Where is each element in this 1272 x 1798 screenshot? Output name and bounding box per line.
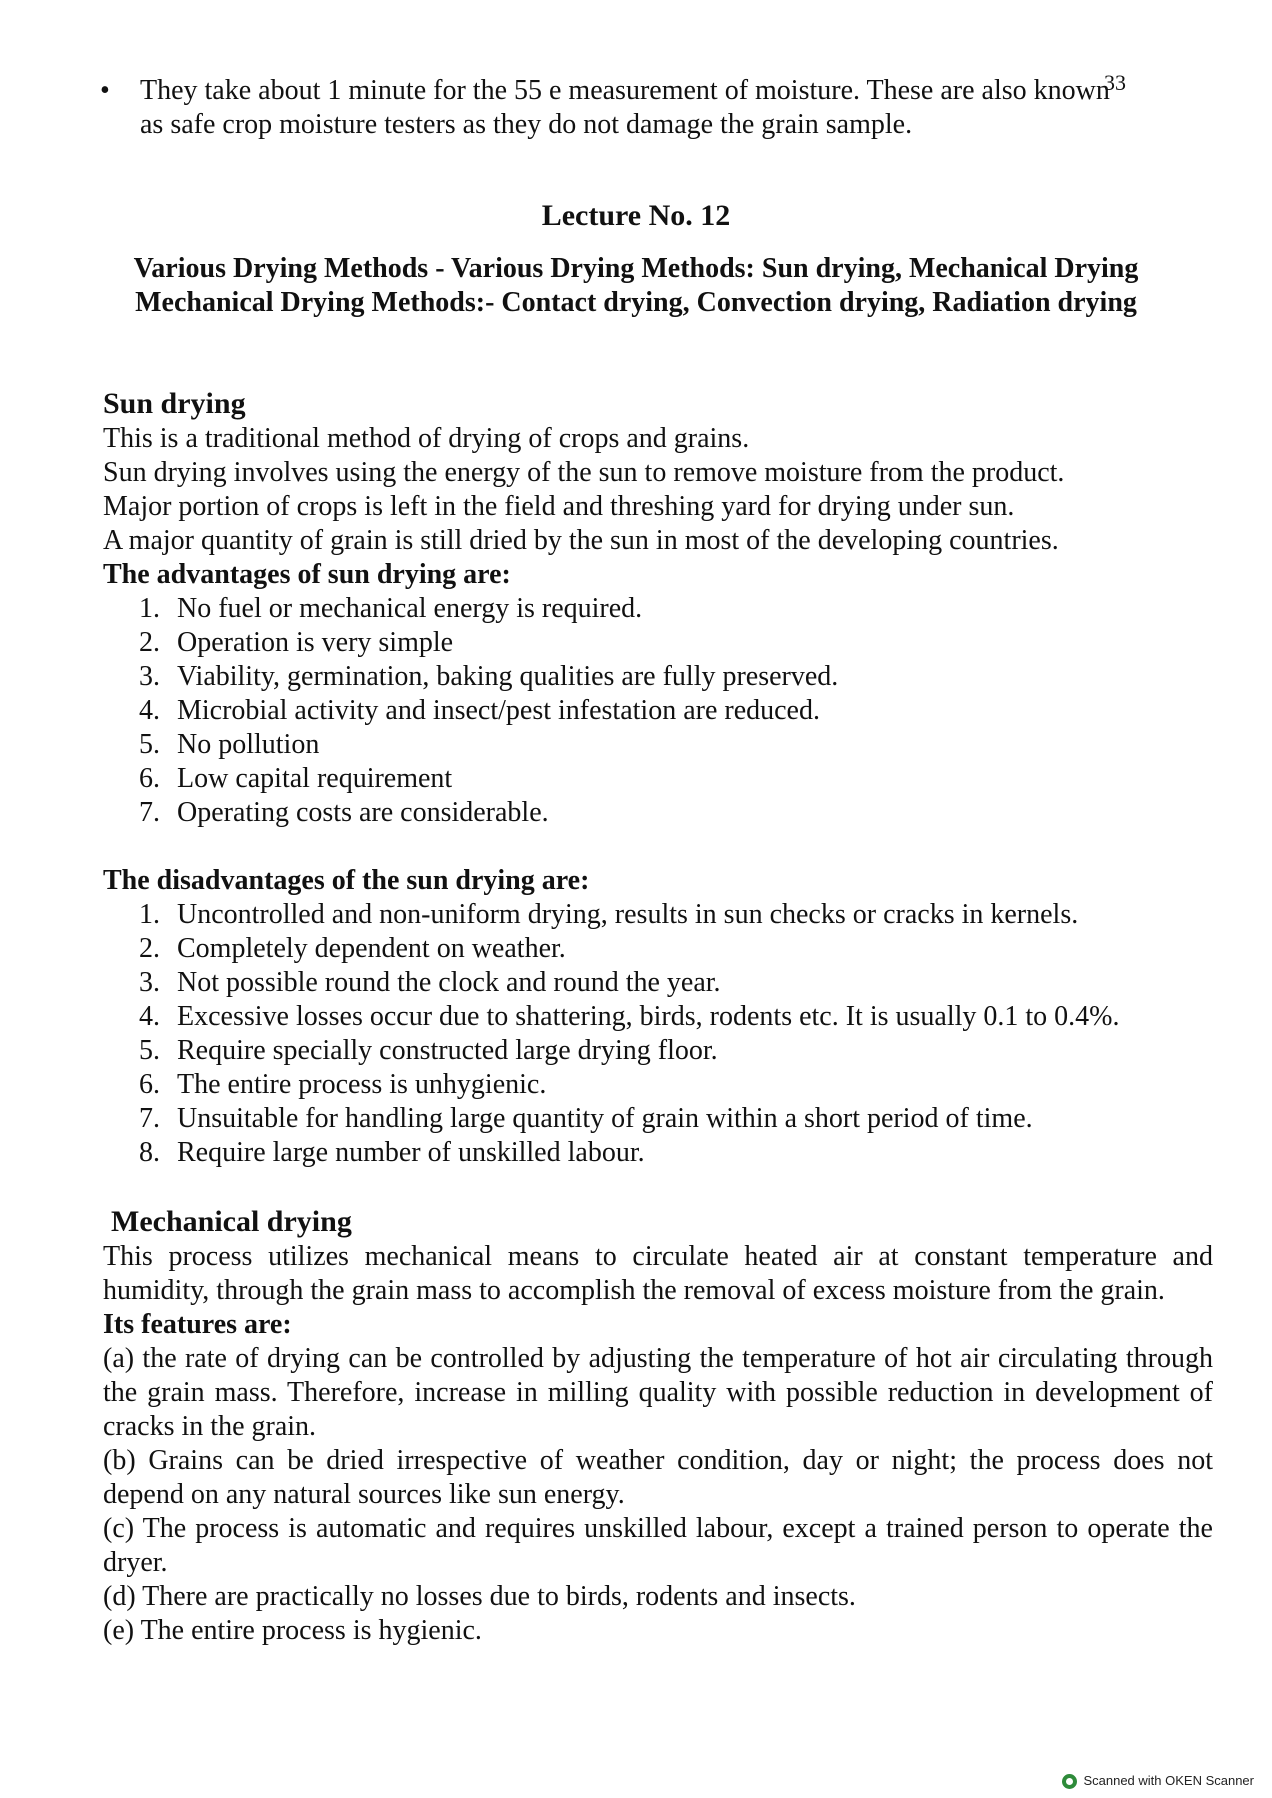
list-item xyxy=(103,966,1213,1000)
item-number: 2. xyxy=(139,933,160,964)
list-item xyxy=(100,70,1180,142)
item-text: Operating costs are considerable. xyxy=(177,797,549,828)
disadvantages-list xyxy=(103,898,1213,1170)
item-number: 8. xyxy=(139,1137,160,1168)
list-item xyxy=(103,1000,1213,1034)
subtitle-line-2: Mechanical Drying Methods:- Contact drying, Convection drying, Radiation drying xyxy=(135,287,1137,318)
feature-item: (e) The entire process is hygienic. xyxy=(103,1615,482,1646)
list-item xyxy=(103,1102,1213,1136)
list-item xyxy=(103,592,1213,626)
item-number: 5. xyxy=(139,1035,160,1066)
list-item xyxy=(103,1034,1213,1068)
paragraph: Major portion of crops is left in the field and threshing yard for drying under sun. xyxy=(103,491,1015,522)
item-number: 6. xyxy=(139,1069,160,1100)
item-number: 5. xyxy=(139,729,160,760)
bullet-line-2: as safe crop moisture testers as they do not damage the grain sample. xyxy=(140,109,913,140)
disadvantages-heading: The disadvantages of the sun drying are: xyxy=(103,865,590,896)
item-text: Microbial activity and insect/pest infestation are reduced. xyxy=(177,695,820,726)
main-content xyxy=(103,386,1213,1648)
list-item xyxy=(103,1136,1213,1170)
item-number: 4. xyxy=(139,1001,160,1032)
list-item xyxy=(103,728,1213,762)
item-number: 7. xyxy=(139,797,160,828)
feature-item: (b) Grains can be dried irrespective of weather condition, day or night; the process does not depend on any natural sources like sun energy. xyxy=(103,1445,1213,1510)
mechanical-drying-heading: Mechanical drying xyxy=(111,1205,352,1238)
item-text: Require specially constructed large drying floor. xyxy=(177,1035,718,1066)
sun-drying-heading: Sun drying xyxy=(103,387,246,420)
list-item xyxy=(103,932,1213,966)
page-number: 33 xyxy=(1104,70,1126,95)
item-text: No pollution xyxy=(177,729,320,760)
item-text: Completely dependent on weather. xyxy=(177,933,566,964)
item-number: 1. xyxy=(139,899,160,930)
sun-drying-section xyxy=(103,386,1213,1170)
scanner-watermark xyxy=(1062,1773,1254,1789)
item-text: Unsuitable for handling large quantity of grain within a short period of time. xyxy=(177,1103,1033,1134)
feature-item: (a) the rate of drying can be controlled by adjusting the temperature of hot air circulating through the grain mass. Therefore, increase in milling quality with possible reduction in development of cracks in the grain. xyxy=(103,1343,1213,1442)
item-number: 6. xyxy=(139,763,160,794)
item-text: Low capital requirement xyxy=(177,763,453,794)
bullet-line-1: They take about 1 minute for the 55 e measurement of moisture. These are also known xyxy=(140,75,1110,106)
list-item xyxy=(103,1068,1213,1102)
list-item xyxy=(103,796,1213,830)
subtitle-line-1: Various Drying Methods - Various Drying Methods: Sun drying, Mechanical Drying xyxy=(133,253,1139,284)
advantages-list xyxy=(103,592,1213,830)
item-number: 2. xyxy=(139,627,160,658)
top-bullet-list xyxy=(100,70,1180,142)
advantages-heading: The advantages of sun drying are: xyxy=(103,559,511,590)
lecture-title: Lecture No. 12 xyxy=(541,199,731,232)
item-text: Not possible round the clock and round the year. xyxy=(177,967,721,998)
item-text: The entire process is unhygienic. xyxy=(177,1069,547,1100)
paragraph: A major quantity of grain is still dried by the sun in most of the developing countries. xyxy=(103,525,1059,556)
list-item xyxy=(103,694,1213,728)
list-item xyxy=(103,626,1213,660)
item-number: 3. xyxy=(139,661,160,692)
item-text: Excessive losses occur due to shattering, birds, rodents etc. It is usually 0.1 to 0.4%. xyxy=(177,1001,1120,1032)
item-number: 7. xyxy=(139,1103,160,1134)
item-number: 4. xyxy=(139,695,160,726)
item-text: Require large number of unskilled labour. xyxy=(177,1137,645,1168)
list-item xyxy=(103,762,1213,796)
paragraph: This is a traditional method of drying of crops and grains. xyxy=(103,423,750,454)
item-number: 1. xyxy=(139,593,160,624)
item-text: Uncontrolled and non-uniform drying, results in sun checks or cracks in kernels. xyxy=(177,899,1079,930)
paragraph: Sun drying involves using the energy of the sun to remove moisture from the product. xyxy=(103,457,1065,488)
list-item xyxy=(103,660,1213,694)
item-text: Viability, germination, baking qualities are fully preserved. xyxy=(177,661,839,692)
feature-item: (d) There are practically no losses due to birds, rodents and insects. xyxy=(103,1581,856,1612)
spacer xyxy=(103,1170,1213,1204)
list-item xyxy=(103,898,1213,932)
mechanical-drying-section xyxy=(103,1204,1213,1648)
lecture-subtitle xyxy=(60,252,1212,320)
watermark-text: Scanned with OKEN Scanner xyxy=(1083,1773,1254,1788)
feature-item: (c) The process is automatic and requires unskilled labour, except a trained person to operate the dryer. xyxy=(103,1513,1213,1578)
spacer xyxy=(103,830,1213,864)
features-heading: Its features are: xyxy=(103,1309,292,1340)
item-number: 3. xyxy=(139,967,160,998)
item-text: No fuel or mechanical energy is required. xyxy=(177,593,643,624)
bullet-icon: • xyxy=(100,75,110,106)
oken-scanner-logo-icon xyxy=(1062,1774,1077,1789)
paragraph: This process utilizes mechanical means to circulate heated air at constant temperature and humidity, through the grain mass to accomplish the removal of excess moisture from the grain. xyxy=(103,1241,1213,1306)
item-text: Operation is very simple xyxy=(177,627,454,658)
